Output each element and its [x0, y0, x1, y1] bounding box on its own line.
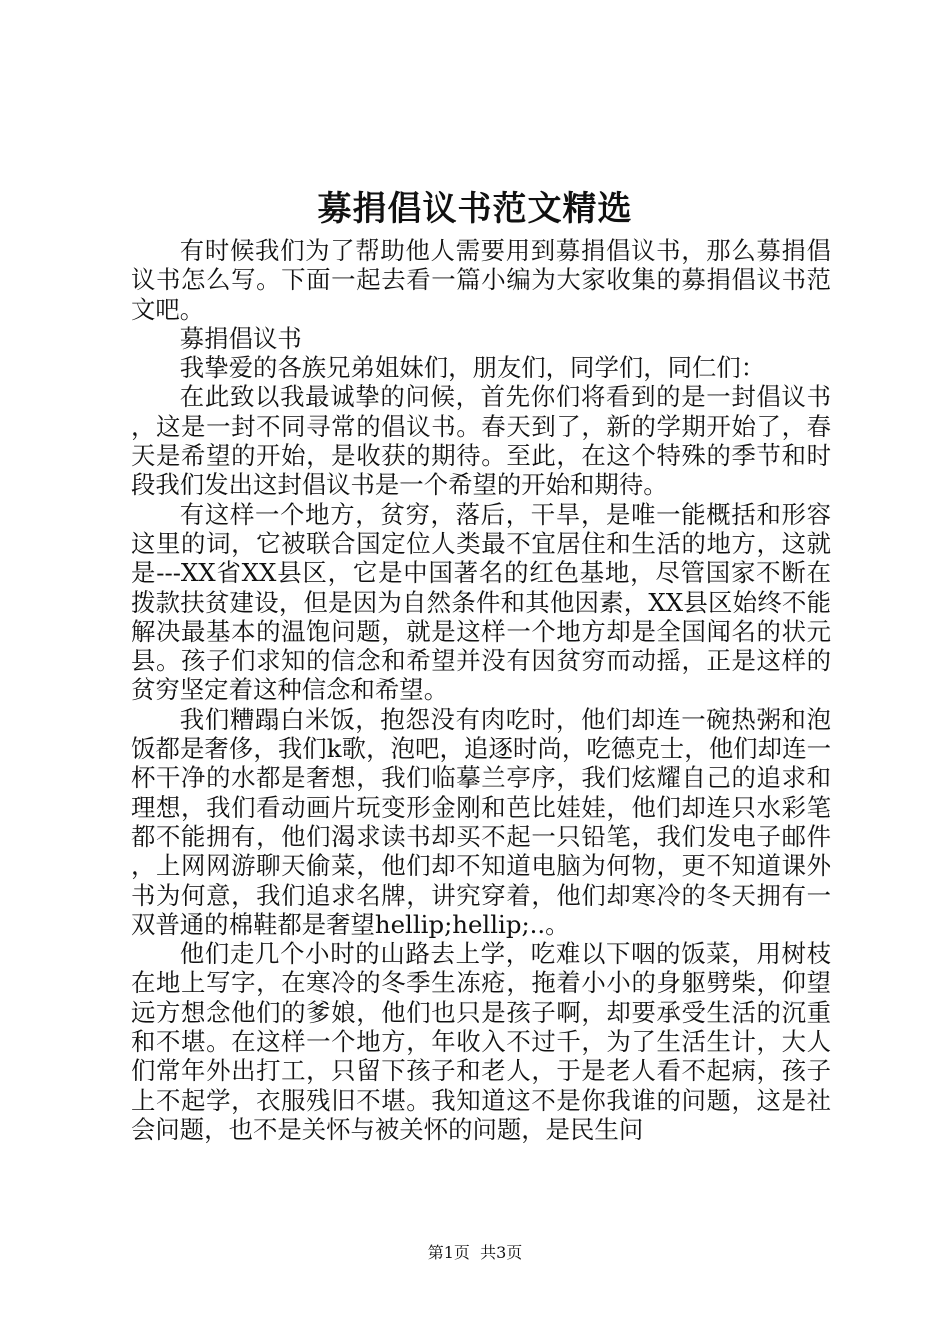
- body-paragraph: 我们糟蹋白米饭，抱怨没有肉吃时，他们却连一碗热粥和泡饭都是奢侈，我们k歌，泡吧，追逐时尚，吃德克士，他们却连一杯干净的水都是奢想，我们临摹兰亭序，我们炫耀自己的追求和理想，我们看动画片玩变形金刚和芭比娃娃，他们却连只水彩笔都不能拥有，他们渴求读书却买不起一只铅笔，我们发电子邮件，上网网游聊天偷菜，他们却不知道电脑为何物，更不知道课外书为何意，我们追求名牌，讲究穿着，他们却寒冷的冬天拥有一双普通的棉鞋都是奢望hellip;hellip;..。: [131, 704, 831, 939]
- intro-paragraph: 有时候我们为了帮助他人需要用到募捐倡议书，那么募捐倡议书怎么写。下面一起去看一篇小编为大家收集的募捐倡议书范文吧。: [131, 236, 831, 324]
- body-paragraph: 在此致以我最诚挚的问候，首先你们将看到的是一封倡议书，这是一封不同寻常的倡议书。春天到了，新的学期开始了，春天是希望的开始，是收获的期待。至此，在这个特殊的季节和时段我们发出这封倡议书是一个希望的开始和期待。: [131, 382, 831, 500]
- salutation-paragraph: 我挚爱的各族兄弟姐妹们，朋友们，同学们，同仁们：: [179, 353, 766, 383]
- document-body: [131, 236, 831, 1144]
- page-number: 第1页: [427, 1243, 470, 1262]
- document-title: 募捐倡议书范文精选: [317, 189, 633, 229]
- body-paragraph: 他们走几个小时的山路去上学，吃难以下咽的饭菜，用树枝在地上写字，在寒冷的冬季生冻疮，拖着小小的身躯劈柴，仰望远方想念他们的爹娘，他们也只是孩子啊，却要承受生活的沉重和不堪。在这样一个地方，年收入不过千，为了生活生计，大人们常年外出打工，只留下孩子和老人，于是老人看不起病，孩子上不起学，衣服残旧不堪。我知道这不是你我谁的问题，这是社会问题，也不是关怀与被关怀的问题，是民生问: [131, 939, 831, 1144]
- page-total: 共3页: [480, 1243, 523, 1262]
- body-paragraph: 有这样一个地方，贫穷，落后，干旱，是唯一能概括和形容这里的词，它被联合国定位人类最不宜居住和生活的地方，这就是---XX省XX县区，它是中国著名的红色基地，尽管国家不断在拨款扶贫建设，但是因为自然条件和其他因素，XX县区始终不能解决最基本的温饱问题，就是这样一个地方却是全国闻名的状元县。孩子们求知的信念和希望并没有因贫穷而动摇，正是这样的贫穷坚定着这种信念和希望。: [131, 499, 831, 705]
- page-footer: [0, 1242, 950, 1264]
- letter-heading: 募捐倡议书: [179, 323, 302, 353]
